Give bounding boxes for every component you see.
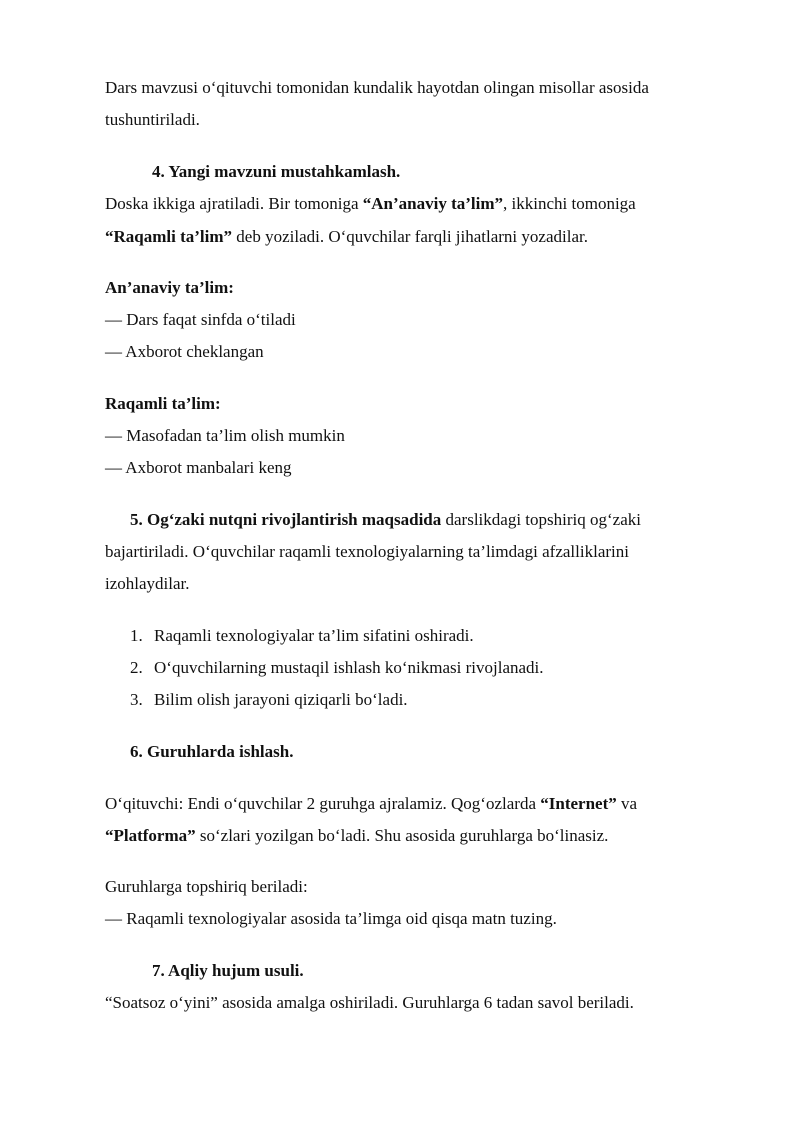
subheading-traditional: [105, 278, 234, 298]
text: O‘qituvchi: Endi o‘quvchilar 2 guruhga ajralamiz. Qog‘ozlarda: [105, 794, 541, 813]
section-heading-6: [130, 742, 293, 762]
list-item: [105, 426, 345, 446]
heading-text: An’anaviy ta’lim:: [105, 278, 234, 297]
text: O‘quvchilarning mustaqil ishlash ko‘nikmasi rivojlanadi.: [154, 658, 544, 677]
text: darslikdagi topshiriq og‘zaki: [441, 510, 641, 529]
text: — Dars faqat sinfda o‘tiladi: [105, 310, 296, 329]
text: izohlaydilar.: [105, 574, 190, 593]
list-number: 2.: [130, 658, 143, 677]
text: Guruhlarga topshiriq beriladi:: [105, 877, 308, 896]
numbered-list-item: [130, 626, 474, 646]
paragraph-line: [105, 542, 629, 562]
list-number: 3.: [130, 690, 143, 709]
text: Raqamli texnologiyalar ta’lim sifatini oshiradi.: [154, 626, 474, 645]
list-item: [105, 342, 264, 362]
paragraph-line: [105, 993, 634, 1013]
numbered-list-item: [130, 658, 544, 678]
subheading-digital: [105, 394, 221, 414]
text: bajartiriladi. O‘quvchilar raqamli texnologiyalarning ta’limdagi afzalliklarini: [105, 542, 629, 561]
heading-text: 4. Yangi mavzuni mustahkamlash.: [152, 162, 401, 181]
numbered-list-item: [130, 690, 408, 710]
paragraph-line: [105, 574, 190, 594]
heading-text: Raqamli ta’lim:: [105, 394, 221, 413]
text: — Raqamli texnologiyalar asosida ta’limga oid qisqa matn tuzing.: [105, 909, 557, 928]
paragraph-line: [105, 794, 637, 814]
text: Doska ikkiga ajratiladi. Bir tomoniga: [105, 194, 363, 213]
paragraph-line: [105, 110, 200, 130]
text: , ikkinchi tomoniga: [503, 194, 636, 213]
text: so‘zlari yozilgan bo‘ladi. Shu asosida guruhlarga bo‘linasiz.: [195, 826, 609, 845]
bold-term: 5. Og‘zaki nutqni rivojlantirish maqsadida: [130, 510, 442, 529]
bold-term: “Internet”: [540, 794, 617, 813]
bold-term: “An’anaviy ta’lim”: [362, 194, 504, 213]
paragraph-line: [105, 227, 588, 247]
paragraph-line: [105, 877, 308, 897]
text: va: [616, 794, 638, 813]
text: — Axborot cheklangan: [105, 342, 264, 361]
bold-term: “Raqamli ta’lim”: [105, 227, 233, 246]
bold-term: “Platforma”: [105, 826, 196, 845]
section-heading-4: [152, 162, 400, 182]
text: Bilim olish jarayoni qiziqarli bo‘ladi.: [154, 690, 408, 709]
paragraph-line: [105, 909, 557, 929]
text: — Axborot manbalari keng: [105, 458, 292, 477]
paragraph-line: [105, 78, 649, 98]
heading-text: 7. Aqliy hujum usuli.: [152, 961, 304, 980]
list-number: 1.: [130, 626, 143, 645]
text: tushuntiriladi.: [105, 110, 200, 129]
list-item: [105, 310, 296, 330]
text: Dars mavzusi o‘qituvchi tomonidan kundalik hayotdan olingan misollar asosida: [105, 78, 649, 97]
section-heading-7: [152, 961, 304, 981]
text: deb yoziladi. O‘quvchilar farqli jihatlarni yozadilar.: [232, 227, 588, 246]
text: “Soatsoz o‘yini” asosida amalga oshiriladi. Guruhlarga 6 tadan savol beriladi.: [105, 993, 634, 1012]
paragraph-line: [105, 194, 636, 214]
text: — Masofadan ta’lim olish mumkin: [105, 426, 345, 445]
paragraph-line: [130, 510, 641, 530]
paragraph-line: [105, 826, 608, 846]
list-item: [105, 458, 292, 478]
heading-text: 6. Guruhlarda ishlash.: [130, 742, 294, 761]
